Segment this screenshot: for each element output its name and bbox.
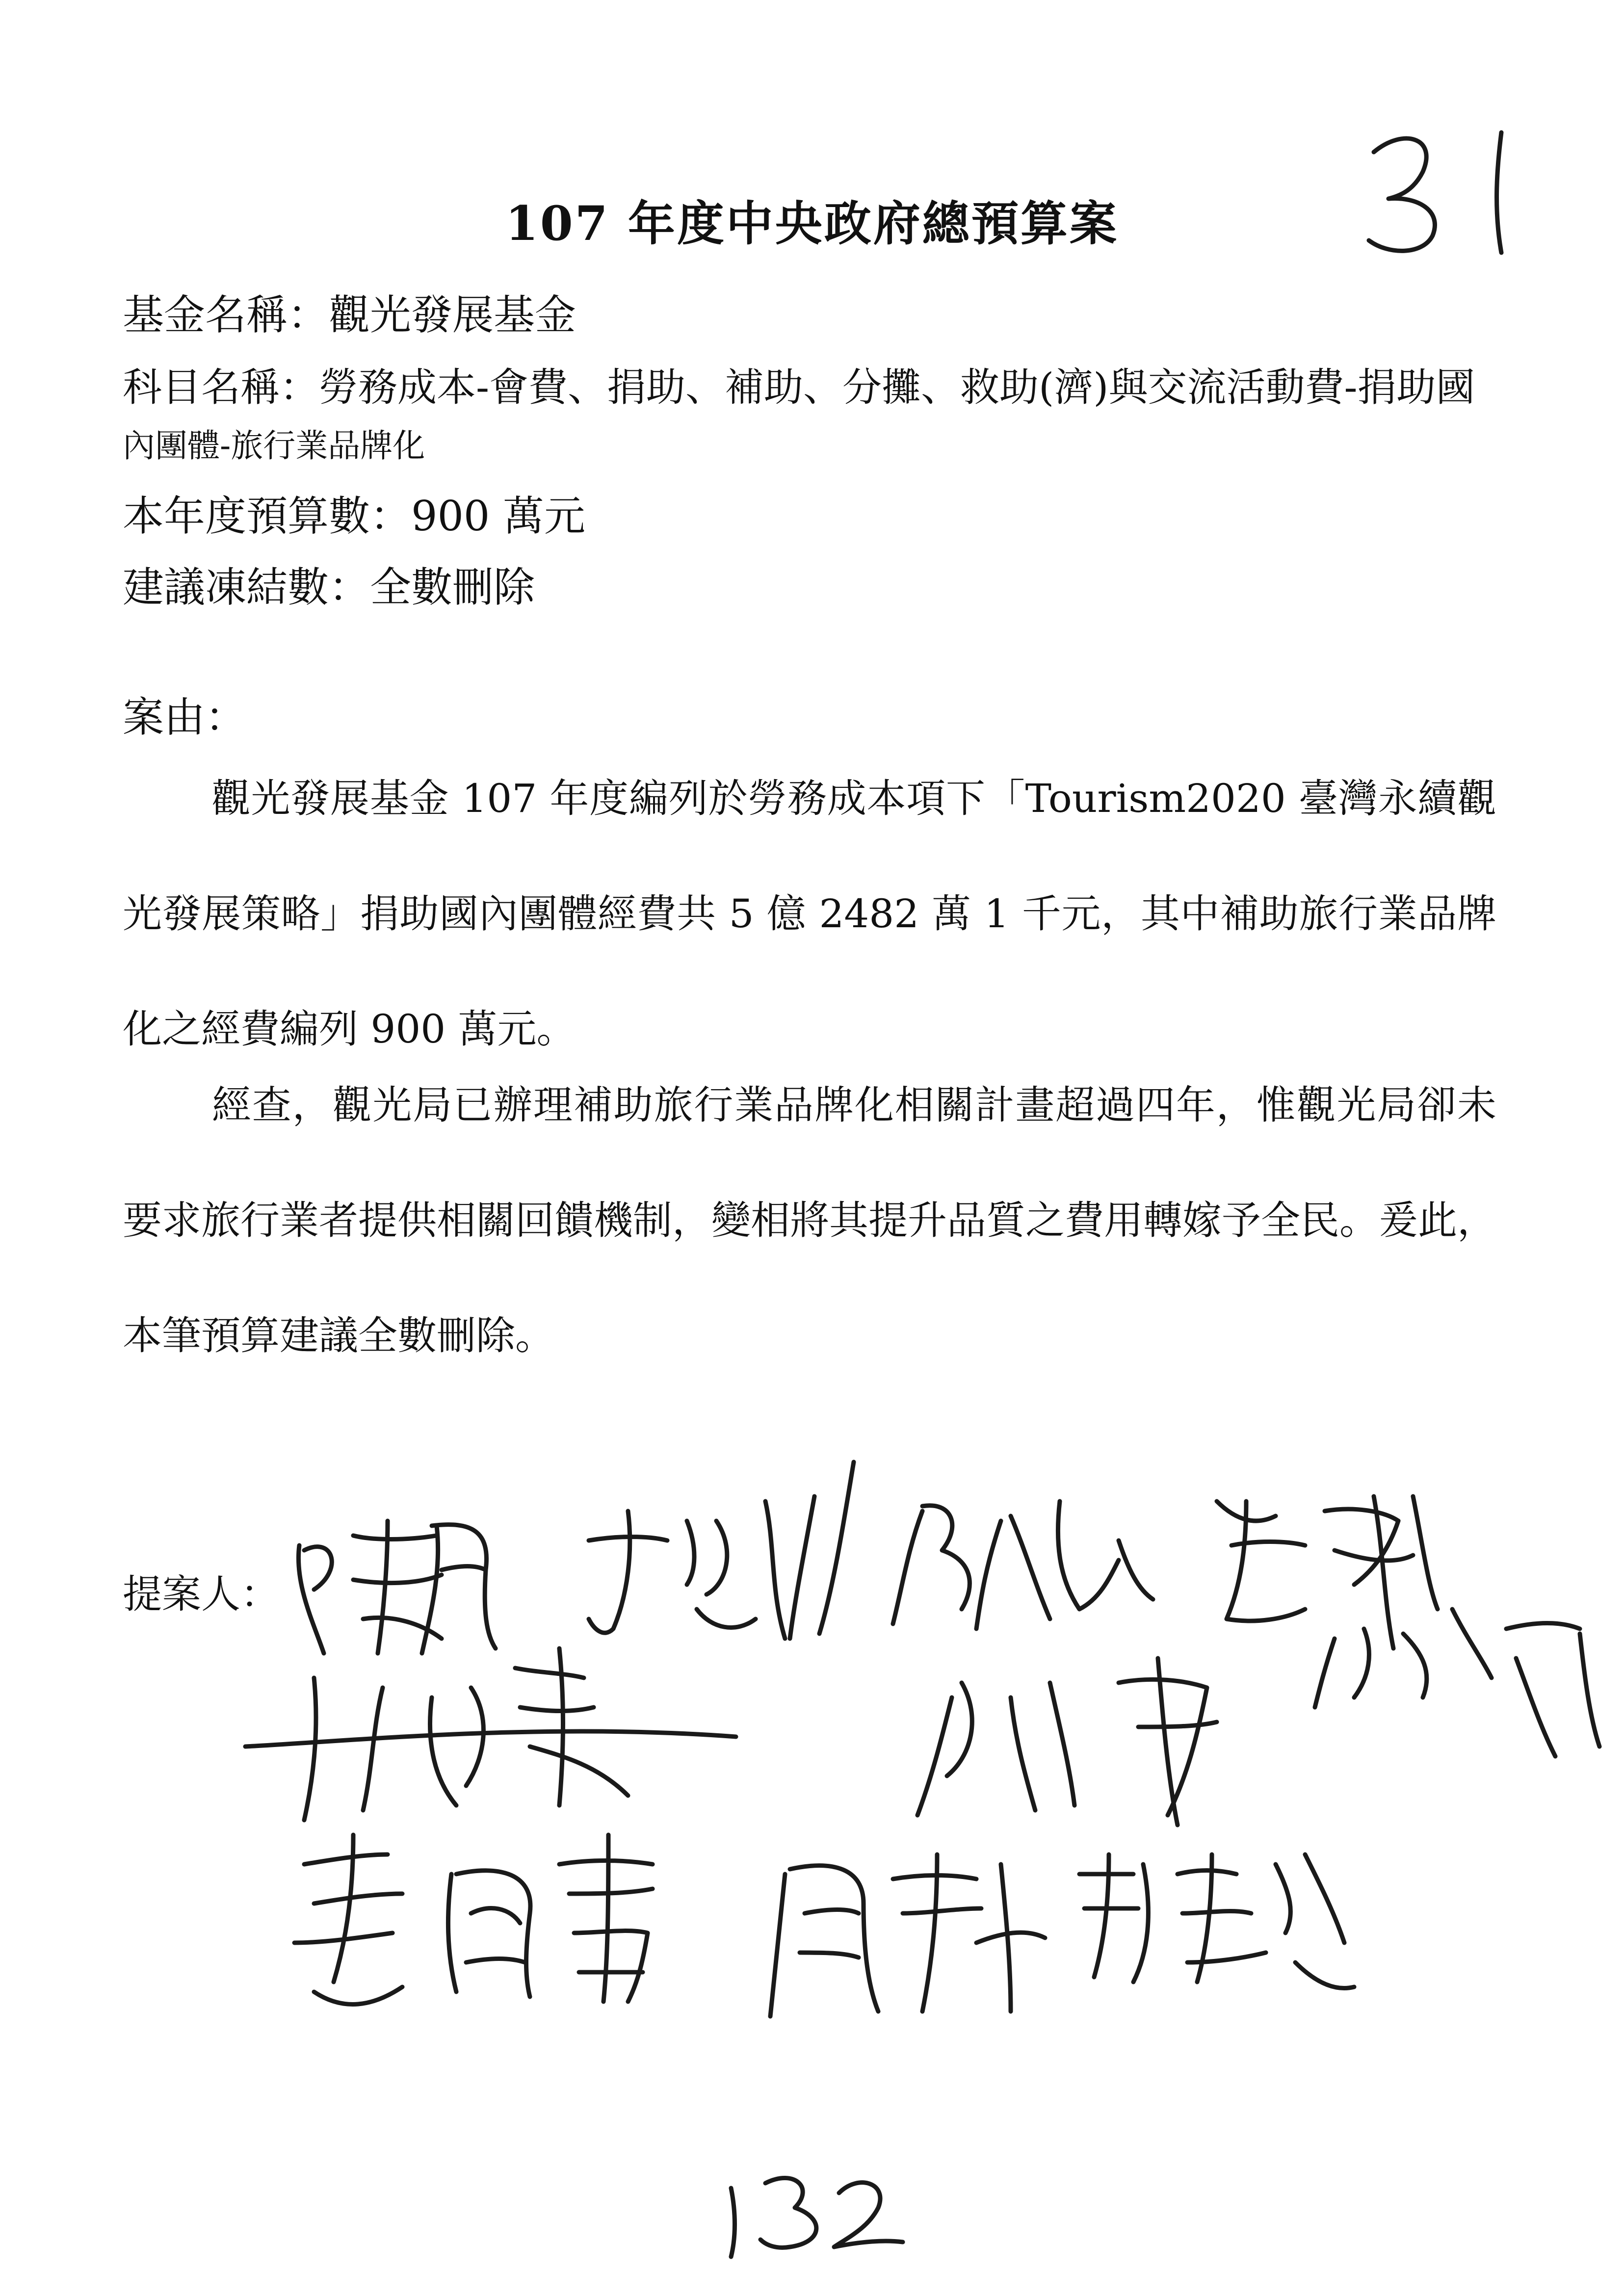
handwritten-footer-number (711, 2159, 908, 2267)
document-title: 107 年度中央政府總預算案 (505, 196, 1119, 251)
reason-label: 案由： (123, 693, 247, 741)
digit-3-stroke (1369, 138, 1435, 251)
signature-1 (298, 1521, 496, 1653)
signature-6 (917, 1658, 1217, 1825)
signatures-area (0, 1423, 1624, 2134)
signature-7 (1315, 1609, 1599, 1756)
digit-1-stroke (731, 2188, 735, 2257)
reason-paragraph-1-text: 觀光發展基金 107 年度編列於勞務成本項下「Tourism2020 臺灣永續觀光發展策略」捐助國內團體經費共 5 億 2482 萬 1 千元，其中補助旅行業品牌化之經費編列 900 萬元。 (123, 776, 1496, 1052)
signature-8 (294, 1835, 653, 2004)
reason-paragraph-1 (123, 741, 1496, 1087)
signature-5 (245, 1648, 736, 1820)
digit-3-stroke (760, 2178, 816, 2248)
reason-paragraph-2-text: 經查，觀光局已辦理補助旅行業品牌化相關計畫超過四年，惟觀光局卻未要求旅行業者提供相關回饋機制，變相將其提升品質之費用轉嫁予全民。爰此，本筆預算建議全數刪除。 (123, 1082, 1496, 1358)
digit-1-stroke (1497, 132, 1501, 253)
subject-name-line1: 科目名稱：勞務成本-會費、捐助、補助、分攤、救助(濟)與交流活動費-捐助國 (123, 365, 1475, 410)
fund-name: 基金名稱：觀光發展基金 (123, 291, 576, 339)
freeze-amount: 建議凍結數：全數刪除 (123, 563, 535, 611)
reason-paragraph-2 (123, 1047, 1496, 1393)
signature-9 (770, 1854, 1045, 2016)
signature-2 (589, 1462, 854, 1639)
signature-4 (1217, 1496, 1438, 1648)
subject-name-line2: 內團體-旅行業品牌化 (123, 427, 425, 465)
proposer-label: 提案人： (123, 1571, 280, 1617)
digit-2-stroke (834, 2183, 903, 2247)
budget-amount: 本年度預算數：900 萬元 (123, 492, 586, 540)
signature-10 (1079, 1854, 1354, 1988)
signature-3 (893, 1501, 1153, 1629)
handwritten-page-number (1359, 118, 1536, 265)
